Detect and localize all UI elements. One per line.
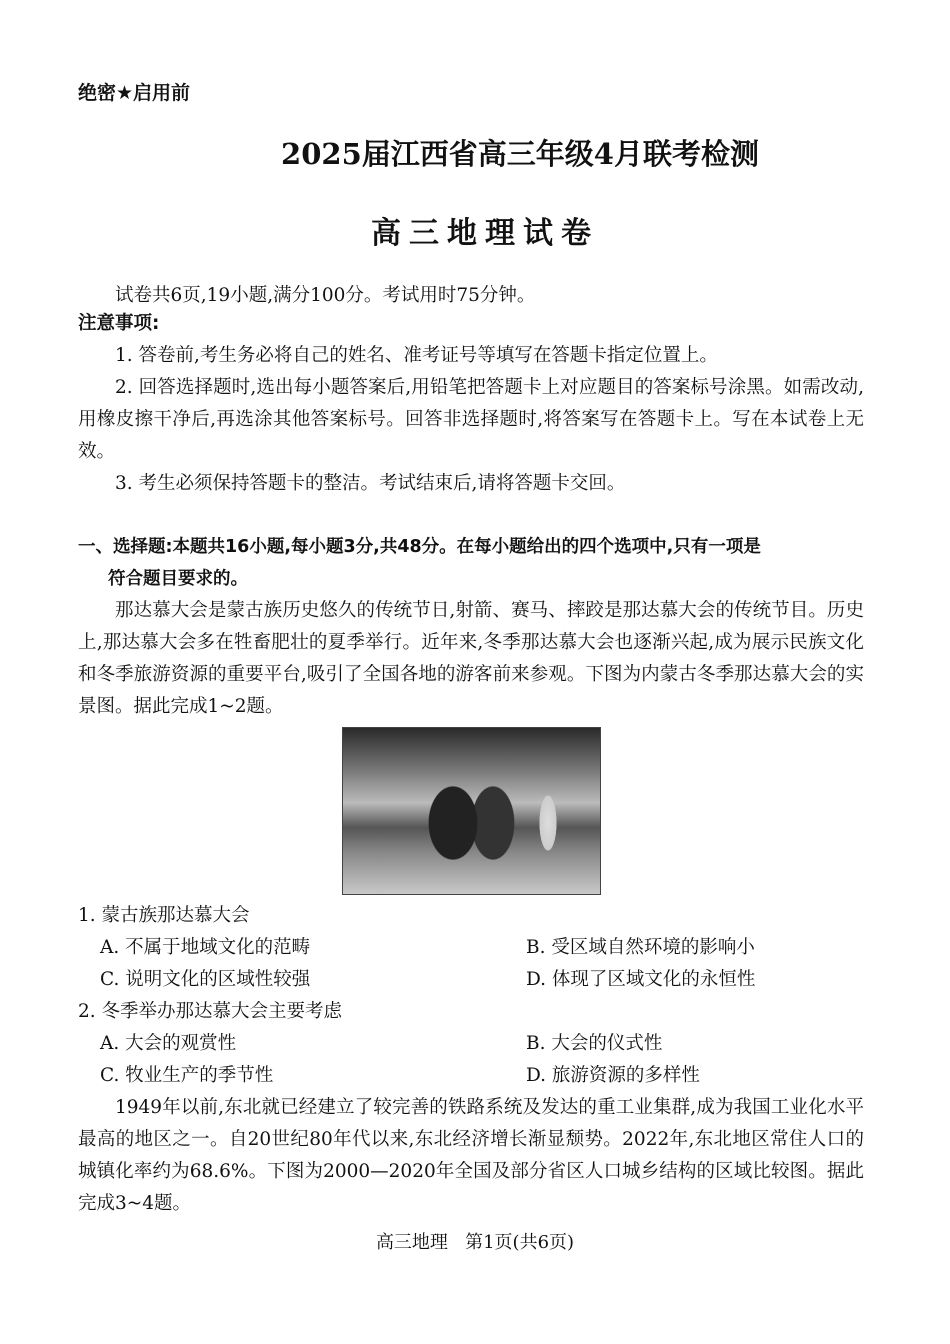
notes-heading: 注意事项: (78, 313, 160, 334)
note-item: 2. 回答选择题时,选出每小题答案后,用铅笔把答题卡上对应题目的答案标号涂黑。如需改动,用橡皮擦干净后,再选涂其他答案标号。回答非选择题时,将答案写在答题卡上。写在本试卷上无效。 (78, 377, 864, 462)
exam-info: 试卷共6页,19小题,满分100分。考试用时75分钟。 (115, 285, 536, 306)
q2-option-d: D. 旅游资源的多样性 (526, 1065, 700, 1086)
question-1-stem: 1. 蒙古族那达慕大会 (78, 905, 250, 926)
q2-option-c: C. 牧业生产的季节性 (100, 1065, 274, 1086)
exam-title: 2025届江西省高三年级4月联考检测 (281, 137, 759, 171)
passage-naadam: 那达慕大会是蒙古族历史悠久的传统节日,射箭、赛马、摔跤是那达慕大会的传统节目。历史上,那达慕大会多在牲畜肥壮的夏季举行。近年来,冬季那达慕大会也逐渐兴起,成为展示民族文化和冬季旅游资源的重要平台,吸引了全国各地的游客前来参观。下图为内蒙古冬季那达慕大会的实景图。据此完成1~2题。 (78, 600, 864, 717)
note-item: 3. 考生必须保持答题卡的整洁。考试结束后,请将答题卡交回。 (115, 473, 626, 494)
question-2-stem: 2. 冬季举办那达慕大会主要考虑 (78, 1001, 343, 1022)
q1-option-d: D. 体现了区域文化的永恒性 (526, 969, 756, 990)
confidential-label: 绝密★启用前 (78, 82, 191, 104)
exam-subtitle: 高三地理试卷 (371, 216, 599, 251)
q1-option-c: C. 说明文化的区域性较强 (100, 969, 311, 990)
q2-option-a: A. 大会的观赏性 (100, 1033, 237, 1054)
section-heading: 一、选择题:本题共16小题,每小题3分,共48分。在每小题给出的四个选项中,只有一项是 (78, 537, 761, 557)
page-footer: 高三地理 第1页(共6页) (375, 1232, 575, 1253)
q1-option-a: A. 不属于地域文化的范畴 (100, 937, 311, 958)
q2-option-b: B. 大会的仪式性 (526, 1033, 663, 1054)
q1-option-b: B. 受区域自然环境的影响小 (526, 937, 755, 958)
passage-northeast: 1949年以前,东北就已经建立了较完善的铁路系统及发达的重工业集群,成为我国工业化水平最高的地区之一。自20世纪80年代以来,东北经济增长渐显颓势。2022年,东北地区常住人口的城镇化率约为68.6%。下图为2000—2020年全国及部分省区人口城乡结构的区域比较图。据此完成3~4题。 (78, 1097, 864, 1214)
note-item: 1. 答卷前,考生务必将自己的姓名、准考证号等填写在答题卡指定位置上。 (115, 345, 718, 366)
naadam-wrestling-photo (342, 727, 601, 895)
section-heading-cont: 符合题目要求的。 (108, 569, 248, 589)
